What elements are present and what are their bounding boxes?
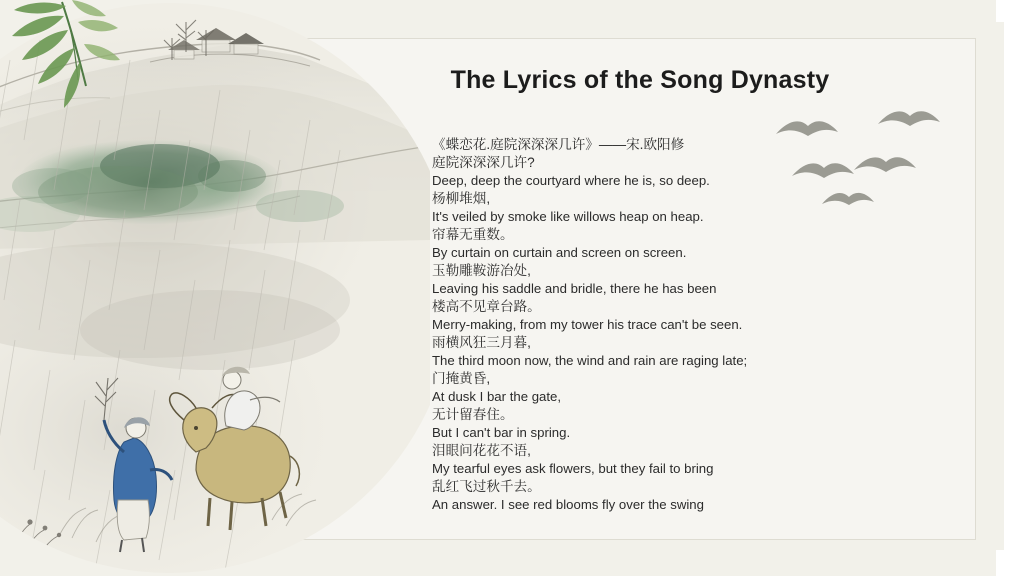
poem-line: At dusk I bar the gate, <box>432 389 562 404</box>
poem-line: 杨柳堆烟, <box>432 191 491 206</box>
poem-line: 《蝶恋花.庭院深深深几许》——宋.欧阳修 <box>432 137 685 152</box>
poem-line: My tearful eyes ask flowers, but they fail to bring <box>432 461 714 476</box>
poem-line: But I can't bar in spring. <box>432 425 571 440</box>
poem-line: 楼高不见章台路。 <box>432 299 541 314</box>
poem-line: By curtain on curtain and screen on screen. <box>432 245 687 260</box>
poem-line: 门掩黄昏, <box>432 371 491 386</box>
poem-line: Merry-making, from my tower his trace can't be seen. <box>432 317 743 332</box>
poem-line: Deep, deep the courtyard where he is, so deep. <box>432 173 710 188</box>
edge-strip-bottom <box>996 550 1024 576</box>
poem-line: The third moon now, the wind and rain are raging late; <box>432 353 748 368</box>
edge-strip-middle <box>1004 22 1024 550</box>
poem-line: 乱红飞过秋千去。 <box>432 479 541 494</box>
poem-line: An answer. I see red blooms fly over the swing <box>432 497 704 512</box>
edge-strip-top <box>996 0 1024 22</box>
poem-body <box>432 136 852 514</box>
poem-line: 帘幕无重数。 <box>432 227 514 242</box>
page-title: The Lyrics of the Song Dynasty <box>450 66 830 94</box>
poem-line: 无计留春住。 <box>432 407 514 422</box>
poem-line: 玉勒雕鞍游冶处, <box>432 263 531 278</box>
poem-line: 雨横风狂三月暮, <box>432 335 531 350</box>
poem-line: It's veiled by smoke like willows heap on heap. <box>432 209 704 224</box>
poem-line: 泪眼问花花不语, <box>432 443 531 458</box>
poem-line: 庭院深深深几许? <box>432 155 535 170</box>
poem-line: Leaving his saddle and bridle, there he has been <box>432 281 717 296</box>
